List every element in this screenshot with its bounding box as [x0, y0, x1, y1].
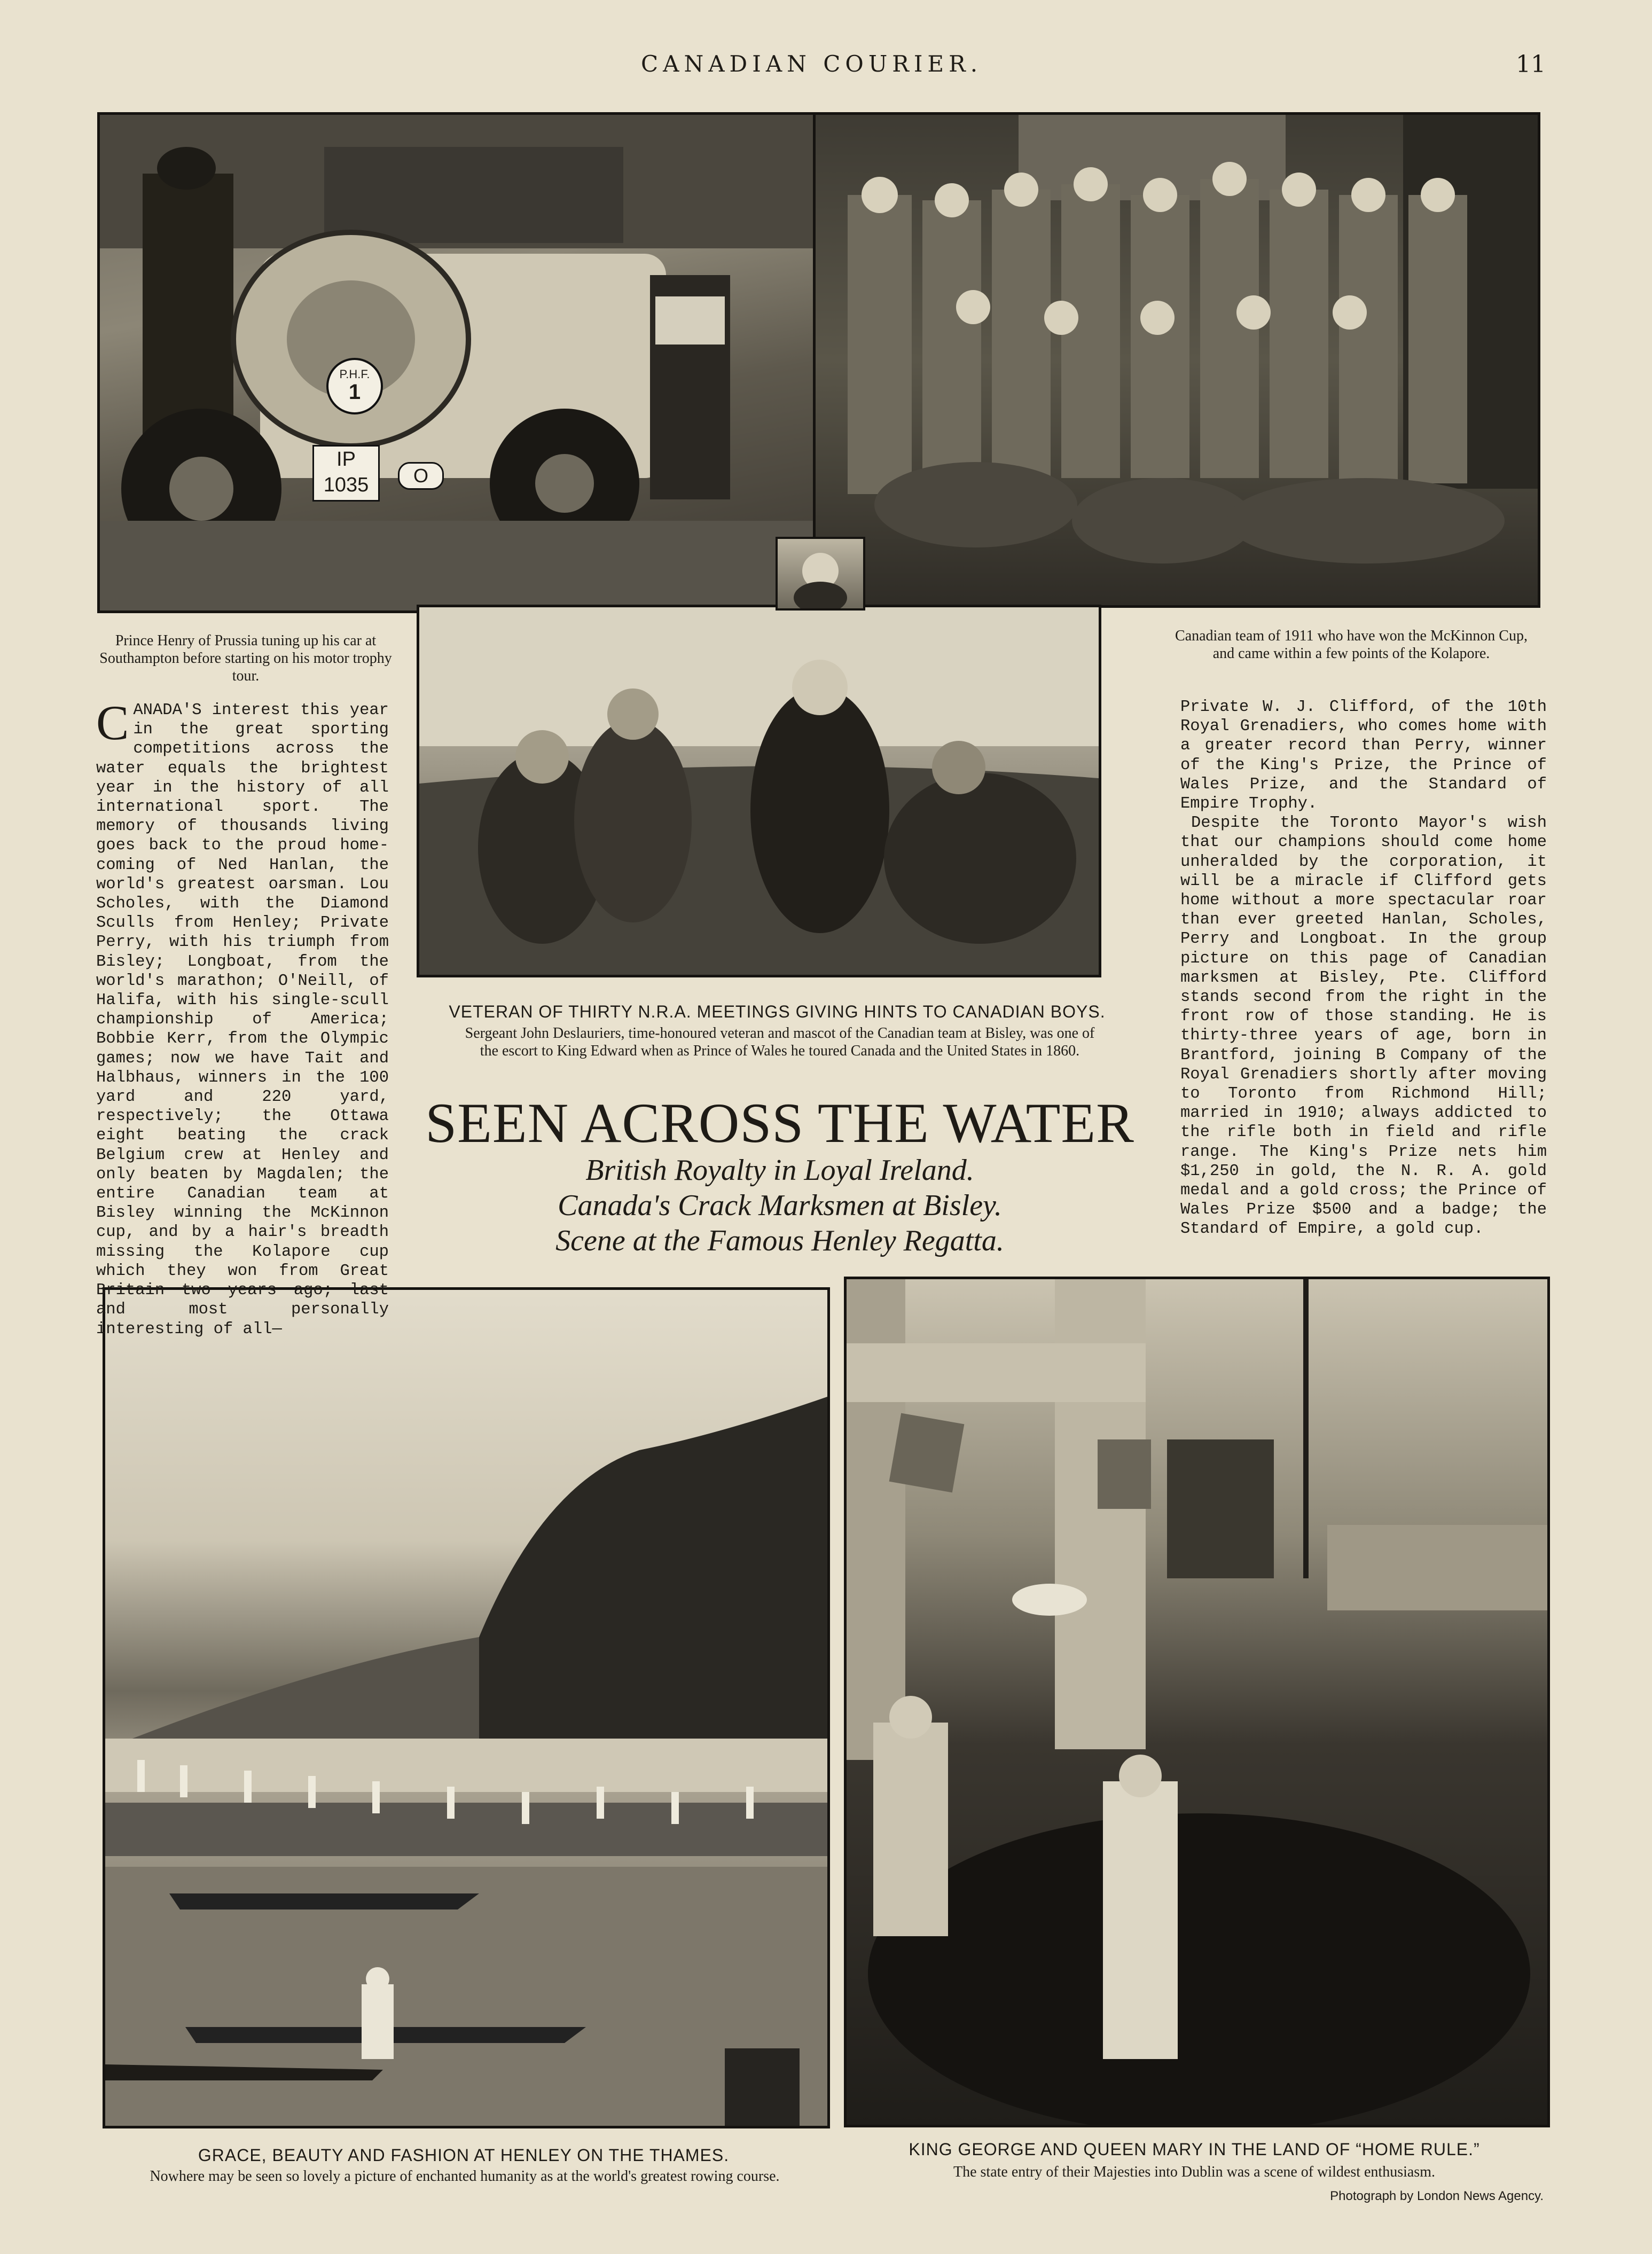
caption-veteran-title: VETERAN OF THIRTY N.R.A. MEETINGS GIVING HINTS TO CANADIAN BOYS.	[449, 1002, 1106, 1021]
publication-title: CANADIAN COURIER.	[641, 51, 983, 77]
team-group	[816, 115, 1538, 605]
article-right-para-1: Private W. J. Clifford, of the 10th Royal Grenadiers, who comes home with a greater record than Perry, winner of the King's Prize, the Prince of Wales Prize, and the Standard of Empire Trophy.	[1180, 698, 1547, 813]
article-dropcap: C	[96, 695, 129, 750]
caption-veteran-text: Sergeant John Deslauriers, time-honoured veteran and mascot of the Canadian team at Bisley, was one of the escort to King Edward when as Prince of Wales he toured Canada and the United States in 1860.	[465, 1025, 1095, 1059]
car-registration-plate	[312, 445, 380, 502]
article-right-para-2: Despite the Toronto Mayor's wish that our champions should come home unheralded by the corporation, it will be a miracle if Clifford gets home without a more spectacular roar than ever greeted Hanlan, Scholes, Perry and Longboat. In the group picture on this page of Canadian marksmen at Bisley, Pte. Clifford stands second from the right in the front row of those standing. He is thirty-three years of age, born in Brantford, joining B Company of the Royal Grenadiers shortly after moving to Toronto from Richmond Hill; married in 1910; always addicted to the rifle both in field and rifle range. The King's Prize nets him $1,250 in gold, the N. R. A. gold medal and a gold cross; the Prince of Wales Prize $500 and a badge; the Standard of Empire, a gold cup.	[1180, 814, 1547, 1239]
caption-car: Prince Henry of Prussia tuning up his car at Southampton before starting on his motor trophy tour.	[99, 632, 392, 684]
article-right-column	[1180, 698, 1547, 1239]
page-headline: SEEN ACROSS THE WATER	[425, 1092, 1134, 1154]
henley-scene	[105, 1290, 827, 2126]
car-scene	[100, 115, 815, 611]
headline-deck-1: British Royalty in Loyal Ireland.	[585, 1154, 974, 1187]
car-plate-number: 1	[348, 380, 361, 404]
caption-dublin-title: KING GEORGE AND QUEEN MARY IN THE LAND OF “HOME RULE.”	[909, 2140, 1480, 2159]
car-reg-line-1: IP	[336, 448, 356, 471]
caption-dublin-text: The state entry of their Majesties into Dublin was a scene of wildest enthusiasm.	[953, 2164, 1435, 2180]
caption-team: Canadian team of 1911 who have won the McKinnon Cup, and came within a few points of the Kolapore.	[1175, 628, 1528, 662]
caption-henley-title: GRACE, BEAUTY AND FASHION AT HENLEY ON THE THAMES.	[198, 2146, 730, 2165]
car-badge: O	[398, 462, 444, 490]
car-plate-phf: P.H.F.	[339, 367, 370, 381]
article-left-column	[96, 695, 389, 1339]
veteran-portrait-inset	[776, 537, 865, 611]
photo-veteran-hints	[417, 605, 1101, 977]
photo-henley-regatta	[103, 1287, 830, 2128]
caption-henley-text: Nowhere may be seen so lovely a picture of enchanted humanity as at the world's greatest rowing course.	[150, 2168, 780, 2185]
page-number: 11	[1516, 51, 1546, 78]
car-plate-disc	[326, 358, 383, 414]
car-reg-line-2: 1035	[323, 474, 369, 496]
photo-canadian-team	[813, 112, 1540, 608]
portrait-figure	[778, 539, 863, 608]
photo-dublin-entry	[844, 1277, 1550, 2127]
photo-prince-henry-car	[97, 112, 817, 613]
photo-credit: Photograph by London News Agency.	[1330, 2189, 1544, 2203]
headline-deck-2: Canada's Crack Marksmen at Bisley.	[558, 1189, 1002, 1222]
dublin-scene	[847, 1279, 1547, 2125]
veteran-scene	[419, 607, 1099, 975]
article-left-text: ANADA'S interest this year in the great sporting competitions across the water equals the brightest year in the history of all international sport. The memory of thousands living goes back to the proud home-coming of Ned Hanlan, the world's greatest oarsman. Lou Scholes, with the Diamond Sculls from Henley; Private Perry, with his triumph from Bisley; Longboat, from the world's marathon; O'Neill, of Halifa, with his single-scull championship of America; Bobbie Kerr, from the Olympic games; now we have Tait and Halbhaus, winners in the 100 yard and 220 yard, respectively; the Ottawa eight beating the crack Belgium crew at Henley and only beaten by Magdalen; the entire Canadian team at Bisley winning the McKinnon cup, and by a hair's breadth missing the Kolapore cup which they won from Great Britain two years ago; last and most personally interesting of all—	[96, 701, 389, 1339]
headline-deck-3: Scene at the Famous Henley Regatta.	[555, 1224, 1004, 1257]
